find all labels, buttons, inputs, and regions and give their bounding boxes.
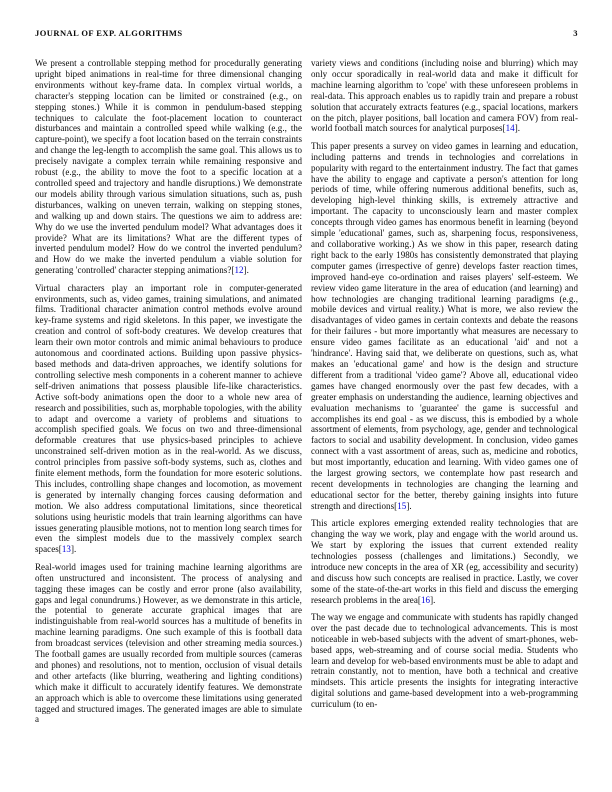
right-column <box>311 58 578 732</box>
running-header <box>35 28 578 38</box>
page-number: 3 <box>573 28 578 38</box>
citation-link[interactable]: [13] <box>58 544 75 555</box>
citation-number: 13 <box>61 544 71 555</box>
paragraph: This article explores emerging extended reality technologies that are changing the way we work, play and engage with the world around us. We start by exploring the issues that current extended reality technologies possess (challenges and limitations.) Secondly, we introduce new concepts in the area of XR (eg, accessibility and security) and discuss how such concepts are realised in practice. Lastly, we cover some of the state-of-the-art works in this field and discuss the emerging research problems in the area[16]. <box>311 518 578 605</box>
paragraph: Real-world images used for training machine learning algorithms are often unstructured and inconsistent. The process of analysing and tagging these images can be costly and error prone (also availability, gaps and legal conundrums.) However, as we demonstrate in this article, the potential to generate accurate graphical images that are indistinguishable from real-world sources has a multitude of benefits in machine learning paradigms. One such example of this is football data from broadcast services (television and other streaming media sources.) The football games are usually recorded from multiple sources (cameras and phones) and resolutions, not to mention, occlusion of visual details and other artefacts (like blurring, weathering and lighting conditions) which make it difficult to accurately identify features. We demonstrate an approach which is able to overcome these limitations using generated tagged and structured images. The generated images are able to simulate a <box>35 561 302 725</box>
paragraph: variety views and conditions (including noise and blurring) which may only occur sporadically in real-world data and make it difficult for machine learning algorithm to 'cope' with these unforeseen problems in real-data. This approach enables us to rapidly train and prepare a robust solution that accurately extracts features (e.g., spacial locations, markers on the pitch, player positions, ball location and camera FOV) from real-world football match sources for analytical purposes[14]. <box>311 58 578 134</box>
citation-number: 14 <box>505 123 515 134</box>
paragraph: This paper presents a survey on video games in learning and education, including patterns and trends in technologies and correlations in popularity with regard to the entertainment industry. The fact that games have the ability to engage and captivate a person's attention for long periods of time, while offering numerous additional benefits, such as, developing high-level thinking skills, is extremely attractive and important. The capacity to unconsciously learn and master complex concepts through video games has enormous benefit in learning (beyond simple 'educational' games, such as, sharpening focus, responsiveness, and collaborative working.) As we show in this paper, research dating right back to the early 1980s has consistently demonstrated that playing computer games (irrespective of genre) develops faster reaction times, improved hand-eye co-ordination and raises players' self-esteem. We review video game literature in the area of education (and learning) and how technologies are changing traditional learning paradigms (e.g., mobile devices and virtual reality.) What is more, we also review the disadvantages of video games in certain contexts and debate the reasons for their failures - but more importantly what measures are necessary to ensure video games facilitate as an educational 'aid' and not a 'hindrance'. Having said that, we deliberate on questions, such as, what makes an 'educational game' and how is the design and structure different from a traditional 'video game'? Above all, educational video games have changed enormously over the past few decades, with a greater emphasis on understanding the audience, learning objectives and evaluation mechanisms to 'guarantee' the game is successful and accomplishes its end goal - as we discuss, this is embodied by a whole assortment of elements, from psychology, age, gender and technological factors to social and usability development. In conclusion, video games connect with a vast assortment of areas, such as, medicine and robotics, but most importantly, education and learning. With video games one of the largest growing sectors, we contemplate how past research and recent developments in technologies are changing the learning and educational sector for the better, thereby gaining insights into future strength and directions[15]. <box>311 140 578 511</box>
journal-title: JOURNAL OF EXP. ALGORITHMS <box>35 28 183 38</box>
left-column <box>35 58 302 732</box>
citation-number: 15 <box>397 500 407 511</box>
citation-link[interactable]: [12] <box>231 265 247 276</box>
citation-link[interactable]: [15] <box>394 500 410 511</box>
paragraph: We present a controllable stepping method for procedurally generating upright biped animations in real-time for three dimensional changing environments without key-frame data. In complex virtual worlds, a character's stepping location can be limited or constrained (e.g., on stepping stones.) While it is common in pendulum-based stepping techniques to calculate the foot-placement location to counteract disturbances and maintain a controlled speed while walking (e.g., the capture-point), we specify a foot location based on the terrain constraints and change the leg-length to accomplish the same goal. This allows us to precisely navigate a complex terrain while remaining responsive and robust (e.g., the ability to move the foot to a specific location at a controlled speed and trajectory and handle disruptions.) We demonstrate our models ability through various simulation situations, such as, push disturbances, walking on uneven terrain, walking on stepping stones, and walking up and down stairs. The questions we aim to address are: Why do we use the inverted pendulum model? What advantages does it provide? What are its limitations? What are the different types of inverted pendulum model? How do we control the inverted pendulum? and How do we make the inverted pendulum a viable solution for generating 'controlled' character stepping animations?[12]. <box>35 58 302 276</box>
citation-number: 12 <box>234 265 244 276</box>
citation-number: 16 <box>420 594 431 605</box>
citation-link[interactable]: [14] <box>502 123 518 134</box>
paragraph: The way we engage and communicate with students has rapidly changed over the past decade due to technological advancements. This is most noticeable in web-based subjects with the advent of smart-phones, web-based apps, web-streaming and of course social media. Students who learn and develop for web-based environments must be able to adapt and retrain constantly, not to mention, have both a technical and creative mindsets. This article presents the insights for integrating interactive digital solutions and game-based development into a web-programming curriculum (to en- <box>311 611 578 710</box>
two-column-body <box>35 58 578 732</box>
citation-link[interactable]: [16] <box>417 594 434 605</box>
paragraph: Virtual characters play an important role in computer-generated environments, such as, video games, training simulations, and animated films. Traditional character animation control methods evolve around key-frame systems and rigid skeletons. In this paper, we investigate the creation and control of soft-body creatures. We develop creatures that learn their own motor controls and mimic animal behaviours to produce autonomous and coordinated actions. Building upon passive physics-based methods and data-driven approaches, we identify solutions for controlling selective mesh components in a coherent manner to achieve self-driven animations that possess plausible life-like characteristics. Active soft-body animations open the door to a whole new area of research and possibilities, such as, morphable topologies, with the ability to adapt and overcome a variety of problems and situations to accomplish specified goals. We focus on two and three-dimensional deformable creatures that use physics-based principles to achieve unconstrained self-driven motion as in the real-world. As we discuss, control principles from passive soft-body systems, such as, clothes and finite element methods, form the foundation for more esoteric solutions. This includes, controlling shape changes and locomotion, as movement is generated by internally changing forces causing deformation and motion. We also address computational limitations, since theoretical solutions using heuristic models that train learning algorithms can have issues generating plausible motions, not to mention long search times for even the simplest models due to the massively complex search spaces[13]. <box>35 282 302 555</box>
